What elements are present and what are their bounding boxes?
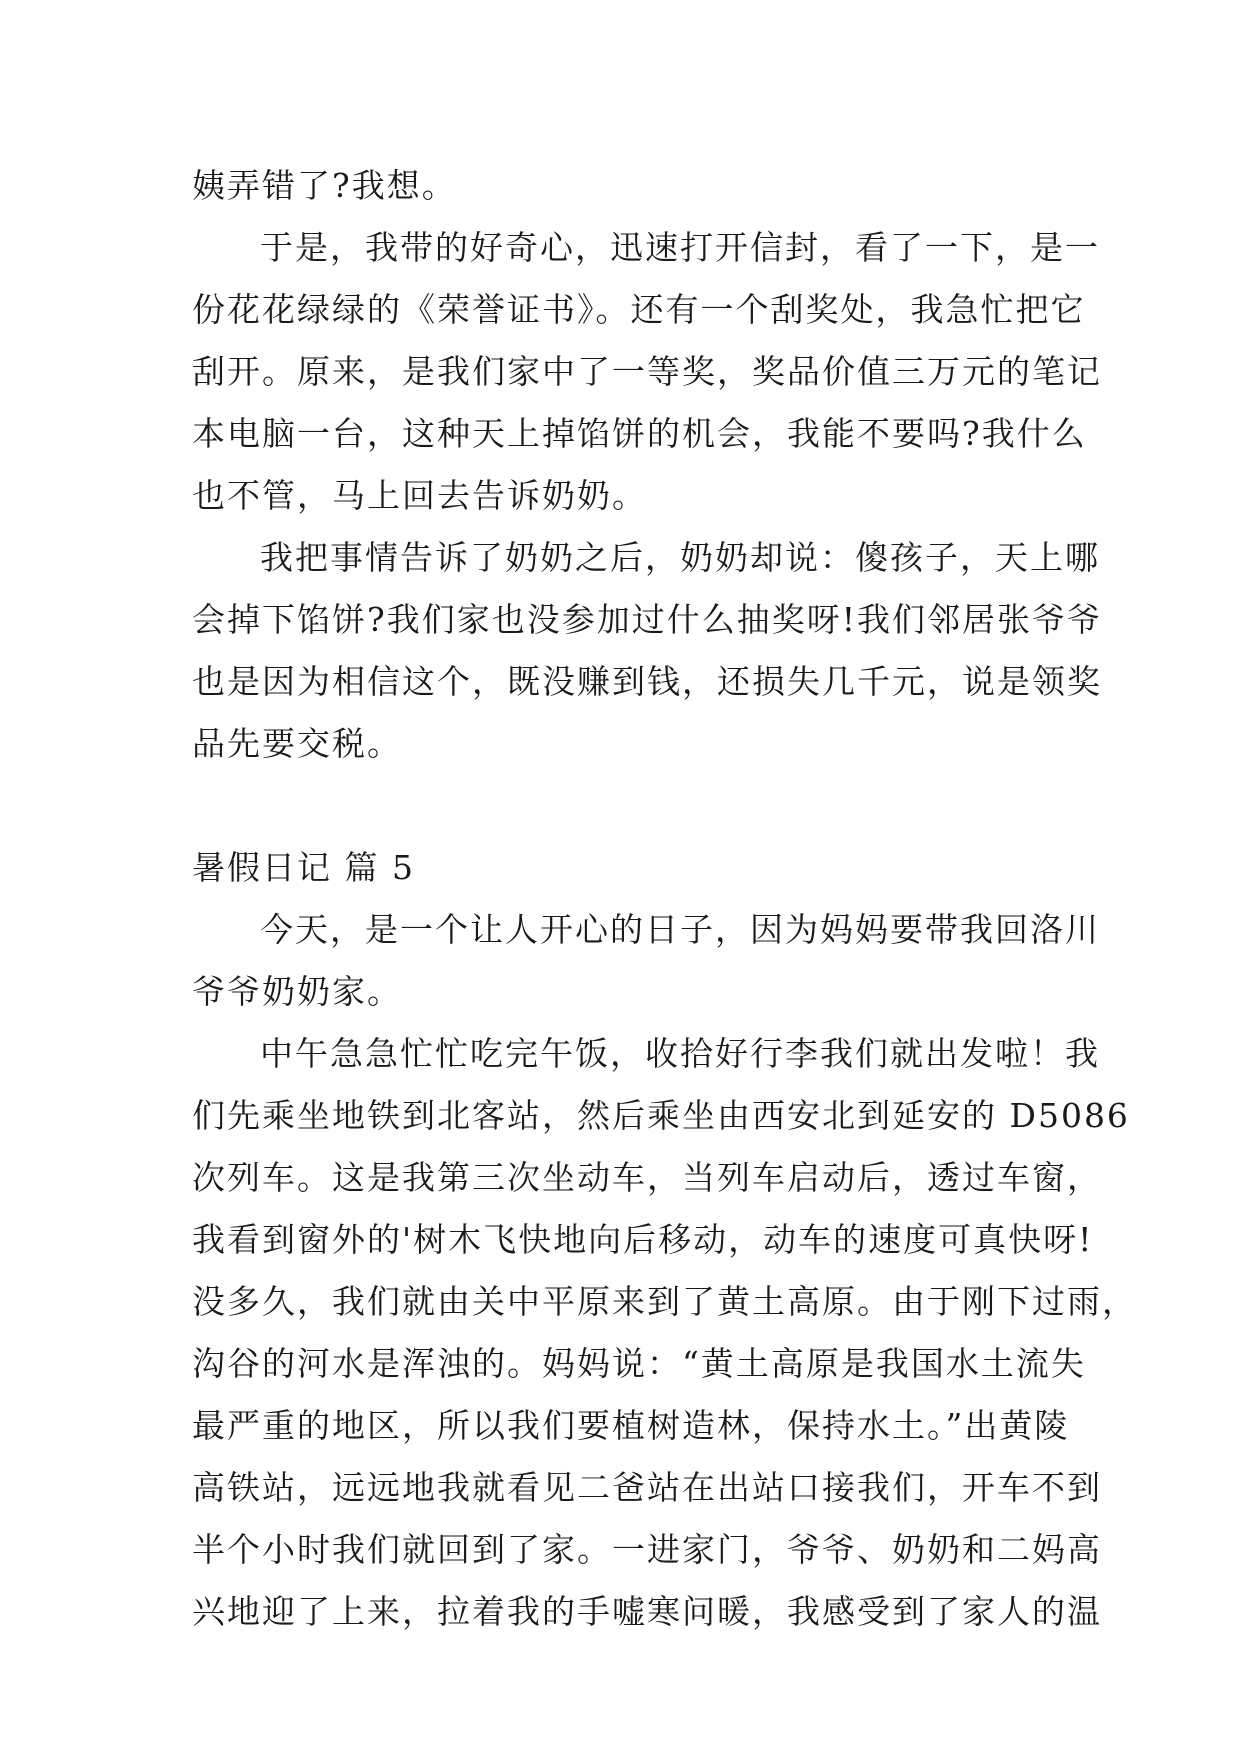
paragraph-start-line: 今天，是一个让人开心的日子，因为妈妈要带我回洛川: [260, 910, 1100, 949]
section-heading: 暑假日记 篇 5: [192, 848, 415, 887]
paragraph-start-line: 中午急急忙忙吃完午饭，收拾好行李我们就出发啦！我: [260, 1034, 1100, 1073]
text-line: 品先要交税。: [192, 724, 402, 763]
paragraph-start-line: 我把事情告诉了奶奶之后，奶奶却说：傻孩子，天上哪: [260, 538, 1100, 577]
text-line: 们先乘坐地铁到北客站，然后乘坐由西安北到延安的 D5086: [192, 1096, 1130, 1135]
text-line: 刮开。原来，是我们家中了一等奖，奖品价值三万元的笔记: [192, 352, 1102, 391]
text-line: 份花花绿绿的《荣誉证书》。还有一个刮奖处，我急忙把它: [192, 290, 1086, 329]
document-body: [192, 155, 1137, 1643]
paragraph-start-line: 于是，我带的好奇心，迅速打开信封，看了一下，是一: [260, 228, 1100, 267]
text-line: 最严重的地区，所以我们要植树造林，保持水土。”出黄陵: [192, 1406, 1070, 1445]
text-line: 兴地迎了上来，拉着我的手嘘寒问暖，我感受到了家人的温: [192, 1592, 1102, 1631]
text-line: 没多久，我们就由关中平原来到了黄土高原。由于刚下过雨，: [192, 1282, 1137, 1321]
text-line: 爷爷奶奶家。: [192, 972, 402, 1011]
section-spacer: [192, 775, 1052, 837]
text-line: 沟谷的河水是浑浊的。妈妈说：“黄土高原是我国水土流失: [192, 1344, 1086, 1383]
text-line: 本电脑一台，这种天上掉馅饼的机会，我能不要吗?我什么: [192, 414, 1087, 453]
text-line: 半个小时我们就回到了家。一进家门，爷爷、奶奶和二妈高: [192, 1530, 1102, 1569]
text-line: 次列车。这是我第三次坐动车，当列车启动后，透过车窗，: [192, 1158, 1102, 1197]
text-line: 高铁站，远远地我就看见二爸站在出站口接我们，开车不到: [192, 1468, 1102, 1507]
text-line: 姨弄错了?我想。: [192, 166, 457, 205]
text-line: 我看到窗外的'树木飞快地向后移动，动车的速度可真快呀!: [192, 1220, 1094, 1259]
text-line: 也不管，马上回去告诉奶奶。: [192, 476, 647, 515]
text-line: 也是因为相信这个，既没赚到钱，还损失几千元，说是领奖: [192, 662, 1102, 701]
text-line: 会掉下馅饼?我们家也没参加过什么抽奖呀!我们邻居张爷爷: [192, 600, 1102, 639]
